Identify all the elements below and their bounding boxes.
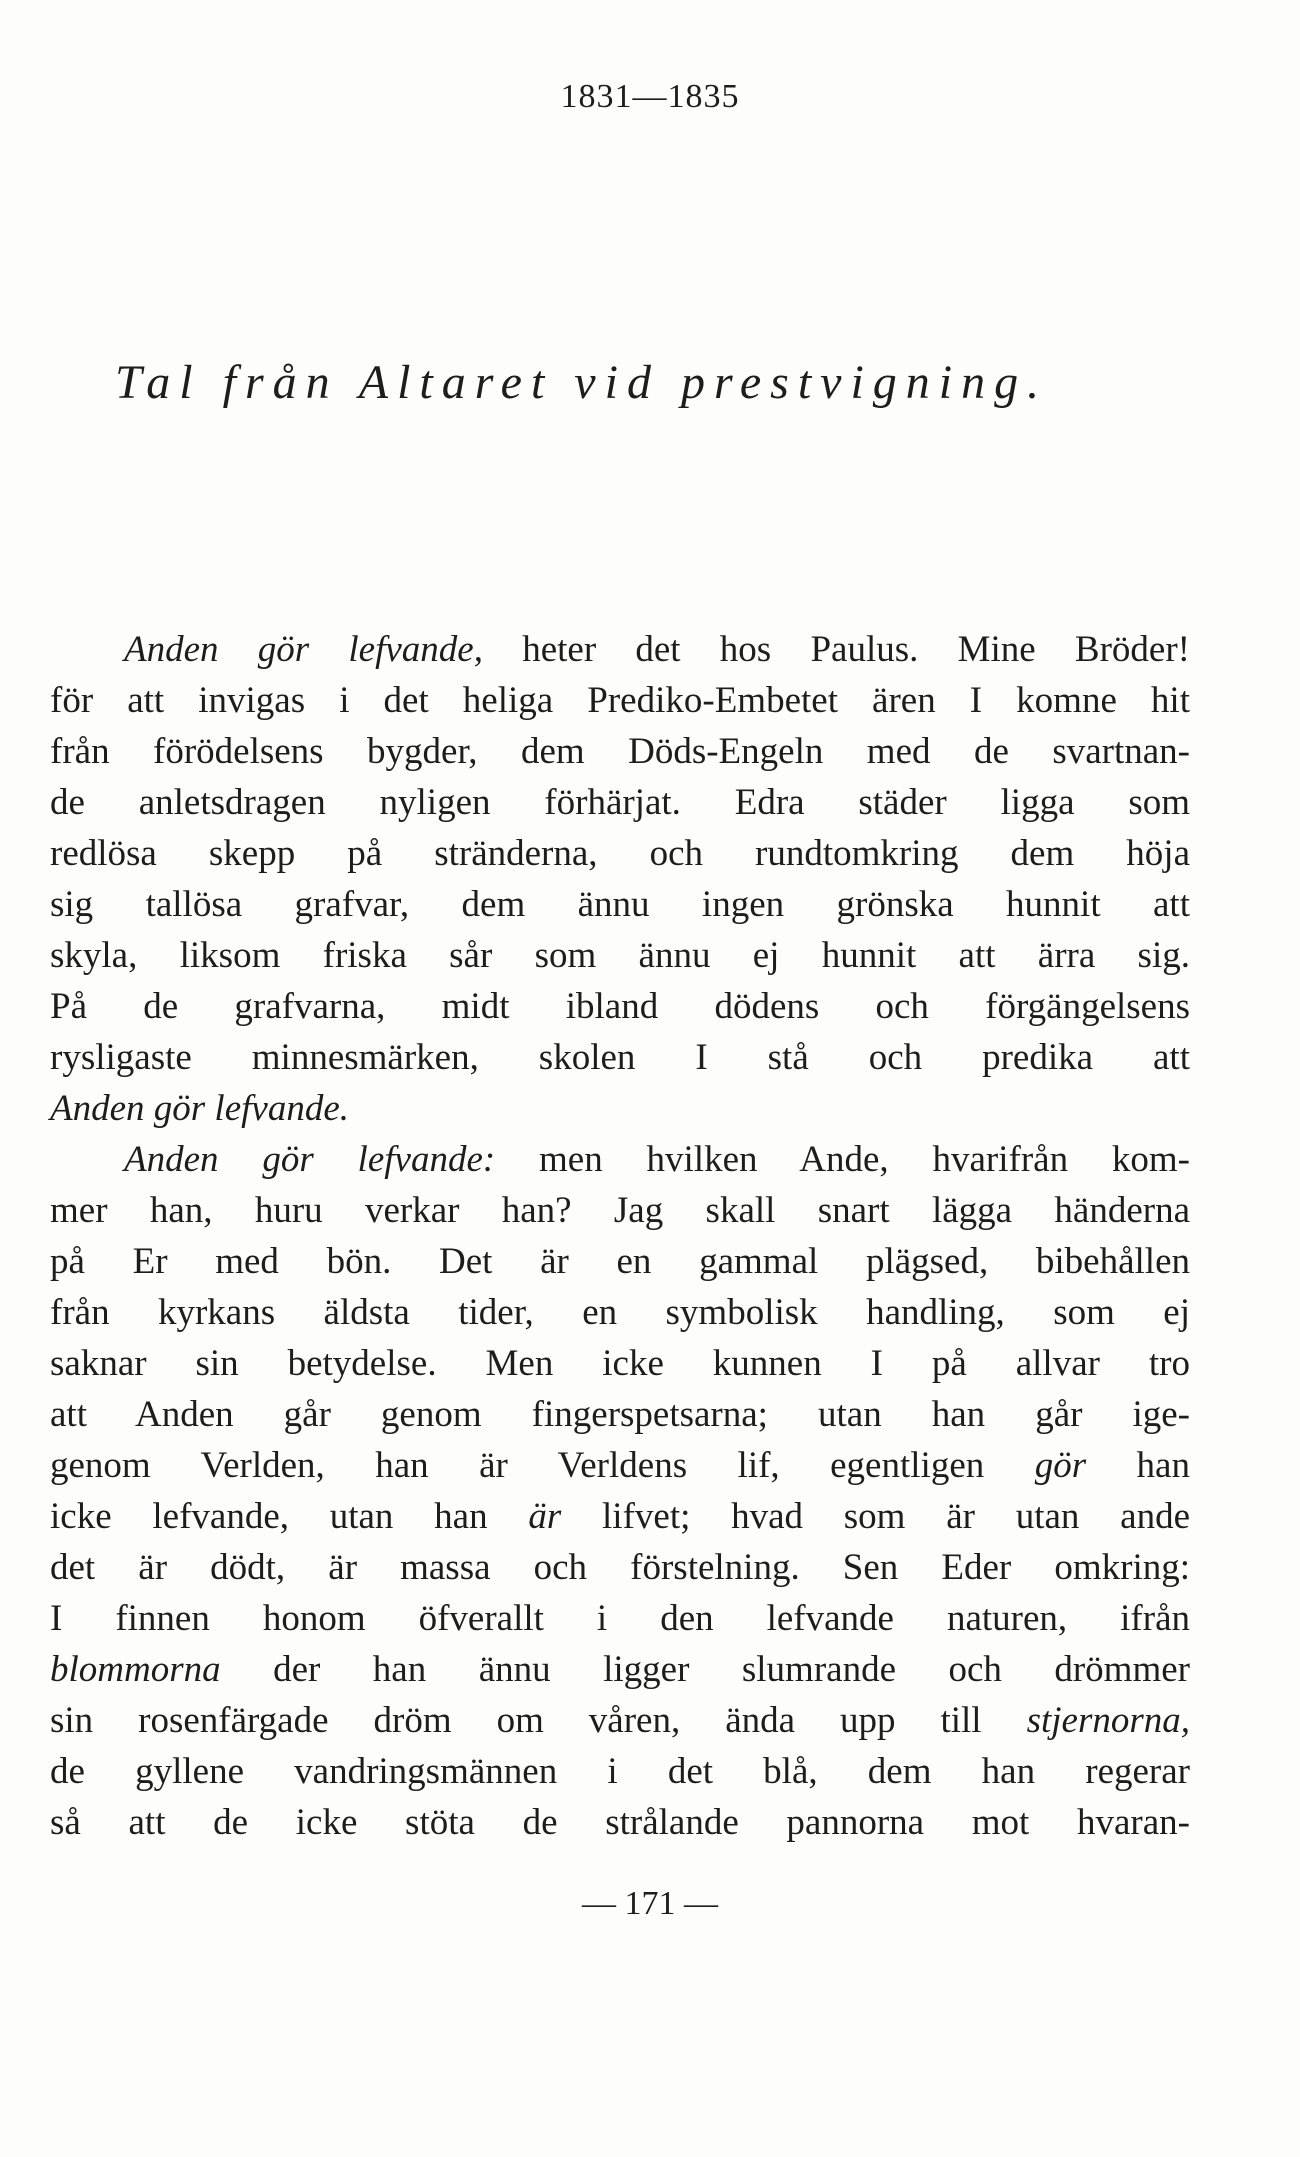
- text-line: [50, 675, 1190, 726]
- text-run: genom Verlden, han är Verldens lif, egentligen: [50, 1445, 1035, 1486]
- text-run: de anletsdragen nyligen förhärjat. Edra städer ligga som: [50, 782, 1190, 823]
- text-line: [50, 1593, 1190, 1644]
- text-line: [50, 1032, 1190, 1083]
- text-run: för att invigas i det heliga Prediko-Embetet ären I komne hit: [50, 680, 1190, 721]
- text-line: [50, 1134, 1190, 1185]
- text-line: [50, 828, 1190, 879]
- text-line: [50, 981, 1190, 1032]
- italic-run: gör: [1034, 1445, 1087, 1486]
- text-run: sin rosenfärgade dröm om våren, ända upp till: [50, 1700, 1027, 1741]
- text-line: [50, 1236, 1190, 1287]
- text-run: lifvet; hvad som är utan ande: [561, 1496, 1190, 1537]
- text-line: [50, 1542, 1190, 1593]
- text-line: [50, 879, 1190, 930]
- text-run: han: [1086, 1445, 1190, 1486]
- text-run: att Anden går genom fingerspetsarna; utan han går ige-: [50, 1394, 1190, 1435]
- text-run: från förödelsens bygder, dem Döds-Engeln med de svartnan-: [50, 731, 1190, 772]
- text-run: icke lefvande, utan han: [50, 1496, 529, 1537]
- text-line: [50, 624, 1190, 675]
- text-line: [50, 1746, 1190, 1797]
- text-line: [50, 1338, 1190, 1389]
- text-run: så att de icke stöta de strålande pannorna mot hvaran-: [50, 1802, 1190, 1843]
- text-run: I finnen honom öfverallt i den lefvande naturen, ifrån: [50, 1598, 1190, 1639]
- text-line: [50, 1695, 1190, 1746]
- text-run: det är dödt, är massa och förstelning. Sen Eder omkring:: [50, 1547, 1190, 1588]
- text-line: [50, 1083, 1190, 1134]
- text-run: på Er med bön. Det är en gammal plägsed, bibehållen: [50, 1241, 1190, 1282]
- text-run: På de grafvarna, midt ibland dödens och förgängelsens: [50, 986, 1190, 1027]
- text-line: [50, 1797, 1190, 1848]
- text-line: [50, 1491, 1190, 1542]
- italic-run: Anden gör lefvande,: [124, 629, 483, 670]
- italic-run: är: [528, 1496, 562, 1537]
- text-run: men hvilken Ande, hvarifrån kom-: [495, 1139, 1190, 1180]
- text-run: sig tallösa grafvar, dem ännu ingen grönska hunnit att: [50, 884, 1190, 925]
- text-line: [50, 930, 1190, 981]
- text-run: från kyrkans äldsta tider, en symbolisk handling, som ej: [50, 1292, 1190, 1333]
- text-line: [50, 726, 1190, 777]
- text-run: skyla, liksom friska sår som ännu ej hunnit att ärra sig.: [50, 935, 1190, 976]
- text-line: [50, 1644, 1190, 1695]
- text-run: saknar sin betydelse. Men icke kunnen I på allvar tro: [50, 1343, 1190, 1384]
- text-run: de gyllene vandringsmännen i det blå, dem han regerar: [50, 1751, 1190, 1792]
- page-number: — 171 —: [582, 1885, 718, 1922]
- text-run: heter det hos Paulus. Mine Bröder!: [482, 629, 1190, 670]
- text-run: der han ännu ligger slumrande och drömmer: [220, 1649, 1190, 1690]
- text-run: redlösa skepp på stränderna, och rundtomkring dem höja: [50, 833, 1190, 874]
- text-line: [50, 777, 1190, 828]
- text-run: rysligaste minnesmärken, skolen I stå och predika att: [50, 1037, 1190, 1078]
- text-line: [50, 1389, 1190, 1440]
- text-line: [50, 1185, 1190, 1236]
- text-line: [50, 1440, 1190, 1491]
- italic-run: blommorna: [50, 1649, 221, 1690]
- italic-run: Anden gör lefvande:: [124, 1139, 496, 1180]
- section-title: Tal från Altaret vid prestvigning.: [115, 356, 1049, 409]
- text-run: mer han, huru verkar han? Jag skall snart lägga händerna: [50, 1190, 1190, 1231]
- body-text: [50, 624, 1190, 1848]
- text-line: [50, 1287, 1190, 1338]
- italic-run: Anden gör lefvande.: [50, 1088, 349, 1129]
- italic-run: stjernorna,: [1026, 1700, 1190, 1741]
- running-head: 1831—1835: [560, 78, 740, 115]
